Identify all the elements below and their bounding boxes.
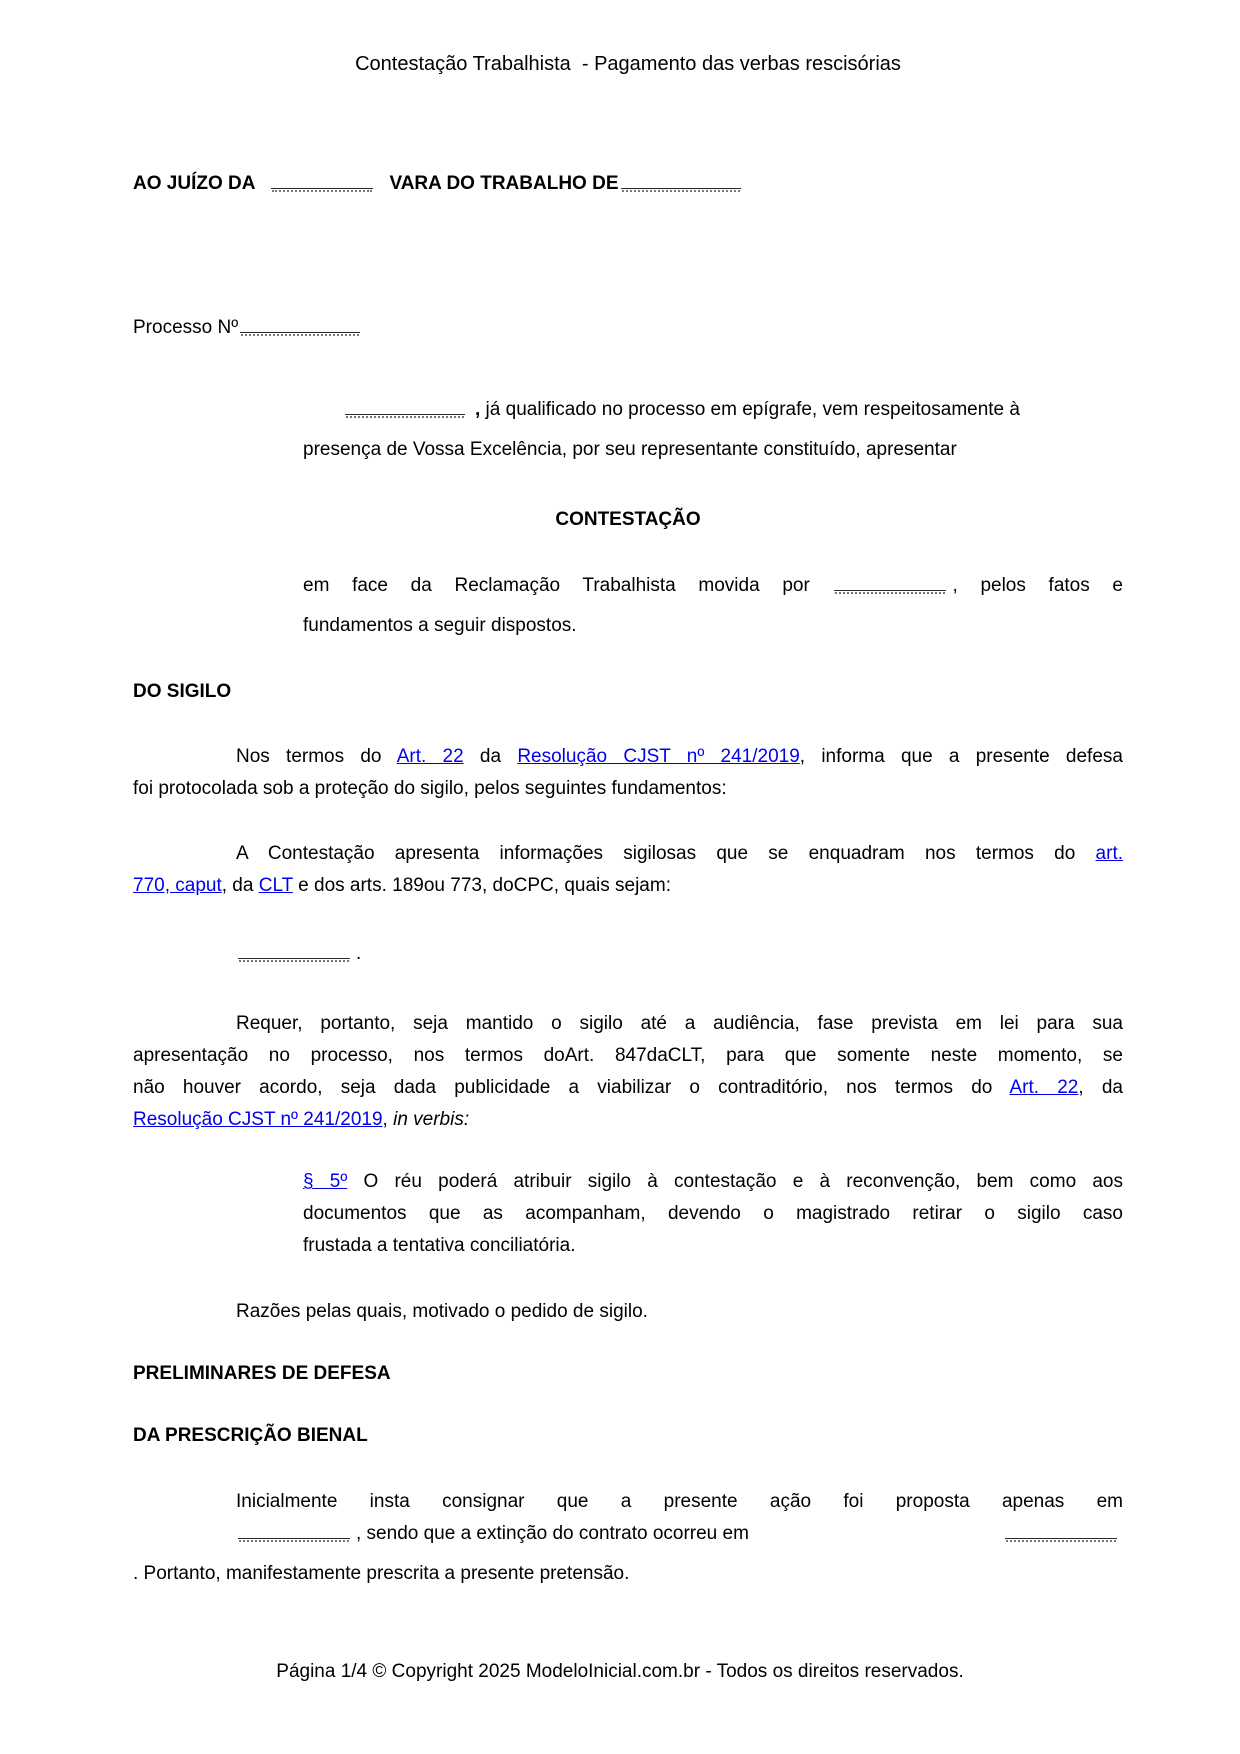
sigilo-p2-text-3: e dos arts. 189ou 773, doCPC, quais sejam: (292, 875, 671, 896)
claimant-name-blank-field (834, 576, 946, 591)
quote-block (303, 1166, 1123, 1262)
link-clt[interactable]: CLT (258, 875, 293, 896)
sigilo-paragraph-1 (133, 741, 1123, 805)
link-art-770-caput-part2[interactable]: 770, caput (133, 875, 222, 896)
intro-comma: , (475, 399, 481, 420)
link-art-770-caput-part1[interactable]: art. (1095, 843, 1123, 864)
sigilo-p1-text-2: da (463, 746, 518, 767)
process-label: Processo Nº (133, 317, 239, 338)
prescricao-heading: DA PRESCRIÇÃO BIENAL (133, 1425, 368, 1446)
sigilo-p1-text-1: Nos termos do (236, 746, 397, 767)
court-line (133, 168, 1123, 200)
termination-date-blank-field (1005, 1524, 1117, 1539)
court-blank-field-2 (621, 174, 741, 189)
court-line-middle: VARA DO TRABALHO DE (389, 173, 619, 194)
quote-line-2: documentos que as acompanham, devendo o magistrado retirar o sigilo caso (303, 1203, 1123, 1224)
prescricao-paragraph (133, 1486, 1123, 1590)
process-number-blank-field (240, 318, 360, 333)
footer-text: Página 1/4 © Copyright 2025 ModeloInicial.com.br - Todos os direitos reservados. (276, 1661, 964, 1682)
prescricao-line-3: . Portanto, manifestamente prescrita a presente pretensão. (133, 1563, 630, 1584)
razoes-line: Razões pelas quais, motivado o pedido de sigilo. (236, 1301, 648, 1322)
party-name-blank-field (345, 400, 465, 415)
sigilo-p3-line-1: Requer, portanto, seja mantido o sigilo até a audiência, fase prevista em lei para sua (236, 1013, 1123, 1034)
filing-date-blank-field (238, 1524, 350, 1539)
link-resolucao-cjst-241-2019-2[interactable]: Resolução CJST nº 241/2019 (133, 1109, 383, 1130)
sigilo-p3-text-3: , (382, 1109, 394, 1130)
link-art-22-2[interactable]: Art. 22 (1009, 1077, 1079, 1098)
em-face-line-2: fundamentos a seguir dispostos. (303, 615, 577, 636)
process-number-line (133, 312, 1123, 344)
do-sigilo-heading: DO SIGILO (133, 681, 232, 702)
sigilo-p1-line-2: foi protocolada sob a proteção do sigilo, pelos seguintes fundamentos: (133, 778, 727, 799)
sigilo-grounds-blank-field (238, 944, 350, 959)
em-face-line-1b: , pelos fatos e (952, 575, 1123, 596)
em-face-line-1a: em face da Reclamação Trabalhista movida por (303, 575, 833, 596)
sigilo-p3-line-2: apresentação no processo, nos termos doArt. 847daCLT, para que somente neste momento, se (133, 1045, 1123, 1066)
link-art-22[interactable]: Art. 22 (396, 746, 464, 767)
court-line-prefix: AO JUÍZO DA (133, 173, 256, 194)
em-face-paragraph (303, 566, 1123, 646)
prescricao-line-1: Inicialmente insta consignar que a presente ação foi proposta apenas em (236, 1491, 1123, 1512)
in-verbis-label: in verbis: (393, 1109, 470, 1130)
prescricao-line-2: , sendo que a extinção do contrato ocorreu em (356, 1523, 749, 1544)
sigilo-blank-line-period: . (356, 943, 362, 964)
sigilo-paragraph-2 (133, 838, 1123, 902)
sigilo-p2-text-1: A Contestação apresenta informações sigilosas que se enquadram nos termos do (236, 843, 1096, 864)
link-paragrafo-5[interactable]: § 5º (303, 1171, 348, 1192)
sigilo-p3-text-1: não houver acordo, seja dada publicidade a viabilizar o contraditório, nos termos do (133, 1077, 1010, 1098)
sigilo-p2-text-2: , da (221, 875, 259, 896)
sigilo-paragraph-3 (133, 1008, 1123, 1136)
link-resolucao-cjst-241-2019[interactable]: Resolução CJST nº 241/2019 (517, 746, 800, 767)
quote-text-1: O réu poderá atribuir sigilo à contestação e à reconvenção, bem como aos (347, 1171, 1123, 1192)
sigilo-p3-text-2: , da (1078, 1077, 1123, 1098)
page-title: Contestação Trabalhista - Pagamento das verbas rescisórias (355, 53, 901, 75)
intro-line-2: presença de Vossa Excelência, por seu representante constituído, apresentar (303, 439, 957, 460)
court-blank-field-1 (271, 174, 373, 189)
sigilo-p1-text-3: , informa que a presente defesa (799, 746, 1123, 767)
intro-line-1: já qualificado no processo em epígrafe, vem respeitosamente à (480, 399, 1020, 420)
sigilo-blank-line (133, 938, 1123, 970)
contestacao-heading: CONTESTAÇÃO (555, 509, 701, 530)
preliminares-heading: PRELIMINARES DE DEFESA (133, 1363, 391, 1384)
intro-paragraph (303, 390, 1123, 470)
quote-line-3: frustada a tentativa conciliatória. (303, 1235, 576, 1256)
